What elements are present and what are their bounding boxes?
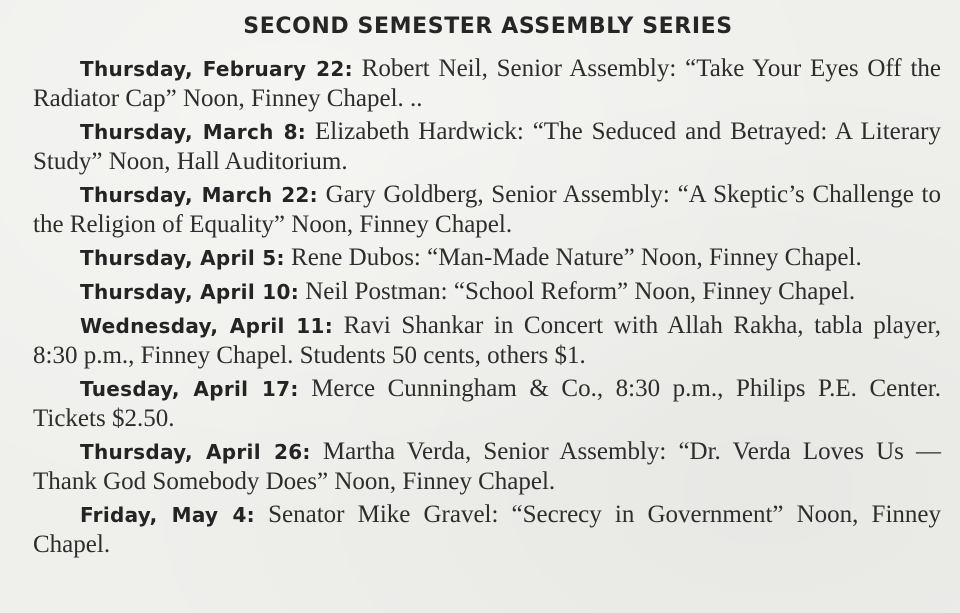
schedule-entry <box>33 374 941 433</box>
entry-date: Wednesday, April 11: <box>80 314 334 338</box>
schedule-entry <box>33 54 941 113</box>
schedule-entry <box>33 243 941 273</box>
schedule-entry <box>33 437 941 496</box>
entry-date: Thursday, March 8: <box>80 120 307 144</box>
entry-date: Thursday, April 26: <box>80 440 311 464</box>
schedule-entry <box>33 117 941 176</box>
entry-description: Elizabeth Hardwick: “The Seduced and Betrayed: A Literary Study” Noon, Hall Auditorium. <box>33 118 941 175</box>
entry-date: Thursday, March 22: <box>80 183 318 207</box>
schedule-entry <box>33 500 941 559</box>
schedule-entry <box>33 311 941 370</box>
entry-date: Tuesday, April 17: <box>80 377 299 401</box>
entry-description: Neil Postman: “School Reform” Noon, Finney Chapel. <box>299 278 856 305</box>
entry-description: Robert Neil, Senior Assembly: “Take Your Eyes Off the Radiator Cap” Noon, Finney Chapel. .. <box>33 55 941 112</box>
entry-date: Friday, May 4: <box>80 503 255 527</box>
entry-date: Thursday, April 10: <box>80 280 299 304</box>
entry-description: Merce Cunningham & Co., 8:30 p.m., Philips P.E. Center. Tickets $2.50. <box>33 375 941 432</box>
entry-date: Thursday, February 22: <box>80 57 353 81</box>
schedule-entry <box>33 277 941 307</box>
entry-date: Thursday, April 5: <box>80 246 285 270</box>
entry-description: Rene Dubos: “Man-Made Nature” Noon, Finney Chapel. <box>284 244 862 271</box>
schedule-entry <box>33 180 941 239</box>
entry-description: Senator Mike Gravel: “Secrecy in Government” Noon, Finney Chapel. <box>33 501 941 558</box>
entry-description: Martha Verda, Senior Assembly: “Dr. Verda Loves Us — Thank God Somebody Does” Noon, Finney Chapel. <box>33 438 941 495</box>
page-title: SECOND SEMESTER ASSEMBLY SERIES <box>243 14 733 39</box>
entry-description: Ravi Shankar in Concert with Allah Rakha, tabla player, 8:30 p.m., Finney Chapel. Students 50 cents, others $1. <box>33 312 942 369</box>
assembly-schedule-list <box>33 54 941 559</box>
entry-description: Gary Goldberg, Senior Assembly: “A Skeptic’s Challenge to the Religion of Equality” Noon, Finney Chapel. <box>33 181 941 238</box>
